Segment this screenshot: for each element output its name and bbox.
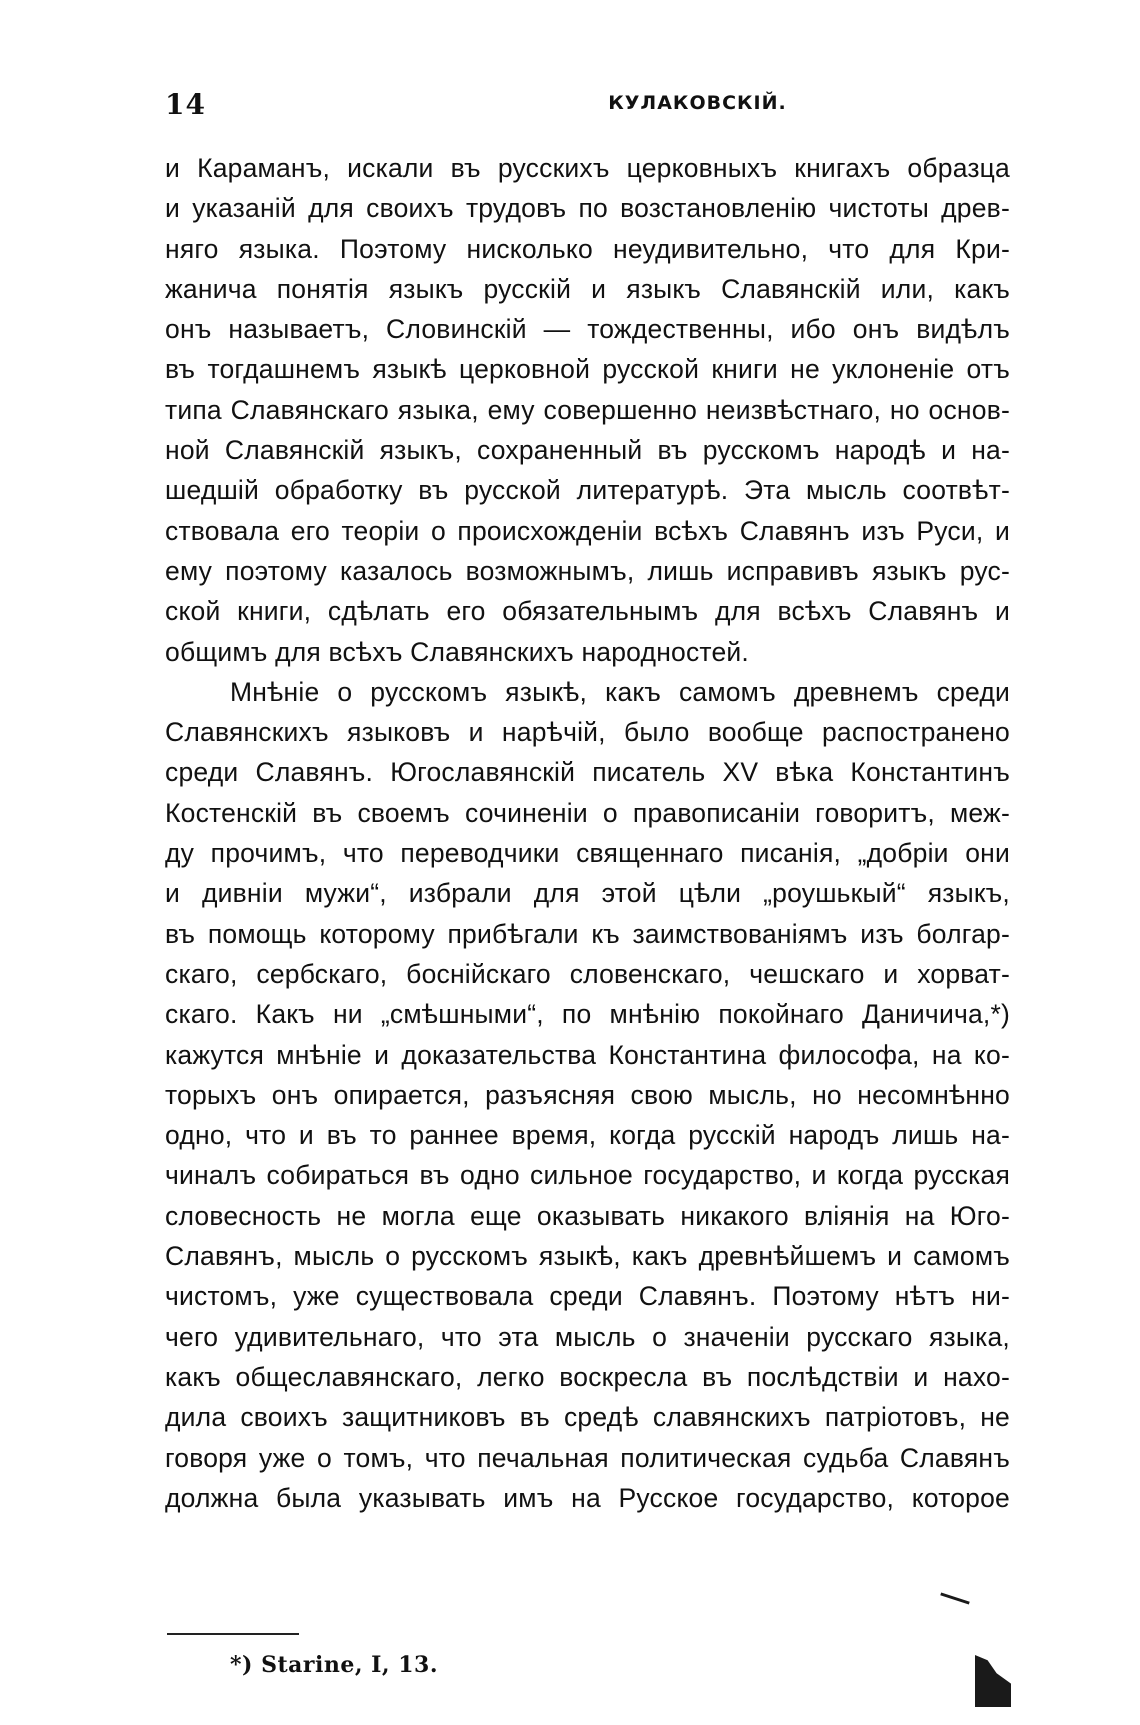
text-line: няго языка. Поэтому нисколько неудивительно, что для Кри- — [165, 233, 1010, 264]
text-line: скаго. Какъ ни „смѣшными“, по мнѣнію покойнаго Даничича,*) — [165, 999, 1010, 1030]
text-line: въ тогдашнемъ языкѣ церковной русской книги не уклоненіе отъ — [165, 354, 1010, 385]
page-number: 14 — [165, 88, 206, 121]
footnote-divider — [167, 1633, 299, 1635]
text-line: должна была указывать имъ на Русское государство, которое — [165, 1482, 1010, 1513]
text-line: ствовала его теоріи о происхожденіи всѣхъ Славянъ изъ Руси, и — [165, 515, 1010, 546]
text-line: и дивніи мужи“, избрали для этой цѣли „роушькый“ языкъ, — [165, 878, 1010, 909]
text-line: ду прочимъ, что переводчики священнаго писанія, „добріи они — [165, 838, 1010, 869]
scan-mark — [940, 1592, 969, 1604]
text-line: какъ общеславянскаго, легко воскресла въ послѣдствіи и нахо- — [165, 1361, 1010, 1392]
text-line: Мнѣніе о русскомъ языкѣ, какъ самомъ древнемъ среди — [230, 676, 1010, 707]
text-line: ской книги, сдѣлать его обязательнымъ для всѣхъ Славянъ и — [165, 596, 1010, 627]
text-line: торыхъ онъ опирается, разъясняя свою мысль, но несомнѣнно — [165, 1079, 1010, 1110]
text-line: одно, что и въ то раннее время, когда русскій народъ лишь на- — [165, 1120, 1010, 1151]
scan-mark — [975, 1655, 1011, 1707]
text-line: шедшій обработку въ русской литературѣ. Эта мысль соотвѣт- — [165, 475, 1010, 506]
footnote: *) Starine, I, 13. — [230, 1652, 439, 1678]
text-line: Славянъ, мысль о русскомъ языкѣ, какъ древнѣйшемъ и самомъ — [165, 1241, 1010, 1272]
text-line: кажутся мнѣніе и доказательства Константина философа, на ко- — [165, 1039, 1010, 1070]
body-text — [165, 148, 1010, 1518]
text-line: и Караманъ, искали въ русскихъ церковныхъ книгахъ образца — [165, 153, 1010, 183]
text-line: словесность не могла еще оказывать никакого вліянія на Юго- — [165, 1200, 1010, 1231]
running-title: КУЛАКОВСКІЙ. — [608, 92, 787, 114]
text-line: дила своихъ защитниковъ въ средѣ славянскихъ патріотовъ, не — [165, 1402, 1010, 1433]
text-line: ему поэтому казалось возможнымъ, лишь исправивъ языкъ рус- — [165, 555, 1010, 586]
text-line: среди Славянъ. Югославянскій писатель XV вѣка Константинъ — [165, 757, 1010, 788]
text-line: общимъ для всѣхъ Славянскихъ народностей. — [165, 636, 749, 667]
text-line: ной Славянскій языкъ, сохраненный въ русскомъ народѣ и на- — [165, 435, 1010, 466]
page-header — [165, 88, 1010, 128]
text-line: говоря уже о томъ, что печальная политическая судьба Славянъ — [165, 1442, 1010, 1473]
text-line: чиналъ собираться въ одно сильное государство, и когда русская — [165, 1160, 1010, 1191]
text-line: чистомъ, уже существовала среди Славянъ. Поэтому нѣтъ ни- — [165, 1281, 1010, 1312]
text-line: и указаній для своихъ трудовъ по возстановленію чистоты древ- — [165, 193, 1010, 224]
text-line: типа Славянскаго языка, ему совершенно неизвѣстнаго, но основ- — [165, 394, 1010, 425]
text-line: въ помощь которому прибѣгали къ заимствованіямъ изъ болгар- — [165, 918, 1010, 949]
text-line: скаго, сербскаго, боснійскаго словенскаго, чешскаго и хорват- — [165, 958, 1010, 989]
text-line: онъ называетъ, Словинскій — тождественны, ибо онъ видѣлъ — [165, 314, 1010, 345]
text-line: Костенскій въ своемъ сочиненіи о правописаніи говоритъ, меж- — [165, 797, 1010, 828]
text-line: чего удивительнаго, что эта мысль о значеніи русскаго языка, — [165, 1321, 1010, 1352]
text-line: жанича понятія языкъ русскій и языкъ Славянскій или, какъ — [165, 273, 1010, 304]
text-line: Славянскихъ языковъ и нарѣчій, было вообще распостранено — [165, 717, 1010, 748]
